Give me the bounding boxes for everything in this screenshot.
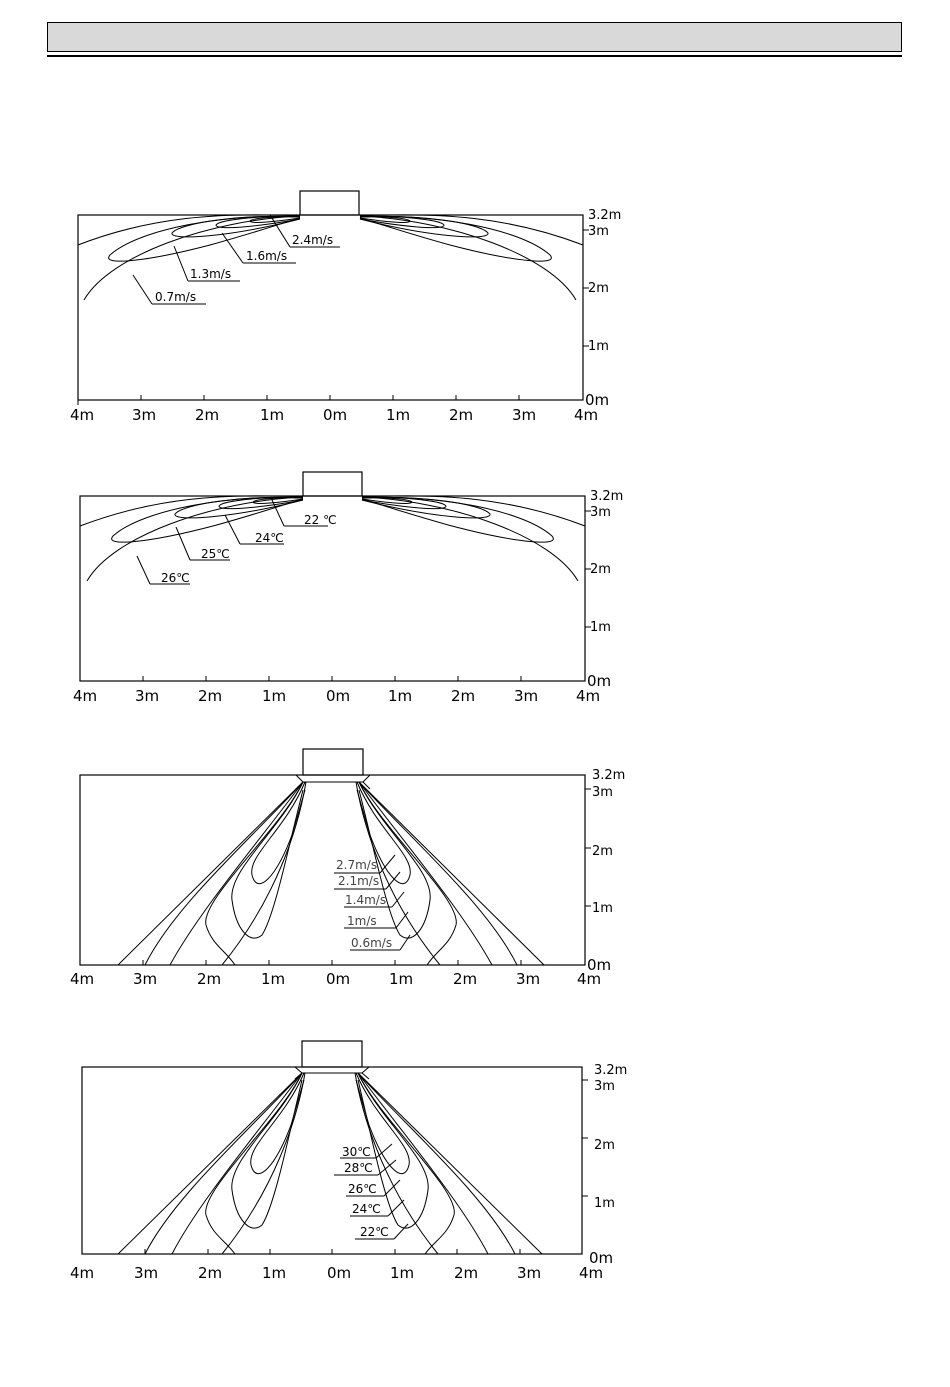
x-tick: 4m <box>73 687 98 705</box>
x-tick: 2m <box>197 970 222 988</box>
contour-label-0.7: 0.7m/s <box>155 290 197 304</box>
panel-vertical-temperature <box>0 1000 950 1300</box>
x-axis <box>145 1249 520 1254</box>
contour-label-0.6: 0.6m/s <box>351 936 393 950</box>
contour-label-26: 26℃ <box>348 1182 377 1196</box>
x-tick-labels <box>70 1264 603 1282</box>
indoor-unit <box>302 1041 362 1067</box>
x-tick: 3m <box>516 970 541 988</box>
x-tick: 2m <box>454 1264 479 1282</box>
contour-label-1.6: 1.6m/s <box>246 249 288 263</box>
x-tick: 1m <box>388 687 413 705</box>
x-tick: 1m <box>389 970 414 988</box>
x-tick-labels <box>70 970 601 988</box>
y-axis <box>582 1080 588 1196</box>
indoor-unit <box>303 472 362 496</box>
x-tick: 4m <box>574 406 599 424</box>
x-tick: 3m <box>135 687 160 705</box>
y-axis <box>585 789 591 906</box>
contour-label-24: 24℃ <box>255 531 284 545</box>
x-tick: 0m <box>323 406 348 424</box>
contour-label-26: 26℃ <box>161 571 190 585</box>
x-tick: 2m <box>453 970 478 988</box>
y-tick: 3.2m <box>594 1063 628 1078</box>
x-tick: 4m <box>577 970 602 988</box>
temperature-contours <box>118 1073 542 1254</box>
y-tick: 3m <box>592 785 613 800</box>
contour-label-25: 25℃ <box>201 547 230 561</box>
y-tick: 2m <box>588 281 609 296</box>
contour-label-22: 22℃ <box>360 1225 389 1239</box>
x-tick: 1m <box>260 406 285 424</box>
contour-label-2.7: 2.7m/s <box>336 858 378 872</box>
x-tick: 4m <box>70 970 95 988</box>
x-tick: 0m <box>326 970 351 988</box>
panel-horizontal-temperature <box>0 280 950 710</box>
x-axis <box>143 960 521 965</box>
x-tick: 1m <box>261 970 286 988</box>
x-tick: 3m <box>133 970 158 988</box>
x-tick: 4m <box>70 1264 95 1282</box>
contour-label-2.1: 2.1m/s <box>338 874 380 888</box>
room-frame <box>80 775 585 965</box>
y-tick: 2m <box>590 562 611 577</box>
contour-label-24: 24℃ <box>352 1202 381 1216</box>
y-tick: 3.2m <box>592 768 626 783</box>
contour-label-1.4: 1.4m/s <box>345 893 387 907</box>
y-tick: 1m <box>592 901 613 916</box>
contour-label-22: 22 ℃ <box>304 513 337 527</box>
y-tick: 3m <box>590 505 611 520</box>
contour-label-30: 30℃ <box>342 1145 371 1159</box>
x-tick: 3m <box>134 1264 159 1282</box>
y-tick: 0m <box>587 672 612 690</box>
x-tick: 3m <box>517 1264 542 1282</box>
room-frame <box>82 1067 582 1254</box>
x-tick: 2m <box>195 406 220 424</box>
temperature-contours <box>80 496 585 581</box>
contour-label-28: 28℃ <box>344 1161 373 1175</box>
indoor-unit <box>300 191 359 215</box>
x-tick: 1m <box>390 1264 415 1282</box>
y-tick: 0m <box>589 1249 614 1267</box>
x-tick: 3m <box>512 406 537 424</box>
y-tick: 1m <box>588 339 609 354</box>
y-tick: 1m <box>594 1196 615 1211</box>
y-tick: 3m <box>594 1079 615 1094</box>
y-tick: 2m <box>592 844 613 859</box>
velocity-contours <box>118 782 544 965</box>
x-tick: 0m <box>327 1264 352 1282</box>
x-tick: 3m <box>514 687 539 705</box>
y-tick: 3.2m <box>588 208 622 223</box>
x-tick: 1m <box>386 406 411 424</box>
contour-label-1: 1m/s <box>347 914 377 928</box>
y-tick: 0m <box>587 956 612 974</box>
contour-label-2.4: 2.4m/s <box>292 233 334 247</box>
x-tick: 2m <box>198 1264 223 1282</box>
y-tick: 3.2m <box>590 489 624 504</box>
x-tick: 2m <box>451 687 476 705</box>
x-tick: 2m <box>198 687 223 705</box>
x-tick: 0m <box>326 687 351 705</box>
y-tick: 3m <box>588 224 609 239</box>
x-axis <box>143 676 521 681</box>
x-tick: 4m <box>576 687 601 705</box>
y-tick: 0m <box>585 391 610 409</box>
x-tick: 1m <box>262 687 287 705</box>
x-tick: 4m <box>579 1264 604 1282</box>
panel-vertical-velocity <box>0 700 950 1000</box>
x-tick: 2m <box>449 406 474 424</box>
y-tick: 1m <box>590 620 611 635</box>
x-tick: 1m <box>262 1264 287 1282</box>
indoor-unit <box>303 749 363 775</box>
x-tick: 3m <box>132 406 157 424</box>
y-tick: 2m <box>594 1138 615 1153</box>
x-tick: 4m <box>70 406 95 424</box>
contour-label-1.3: 1.3m/s <box>190 267 232 281</box>
